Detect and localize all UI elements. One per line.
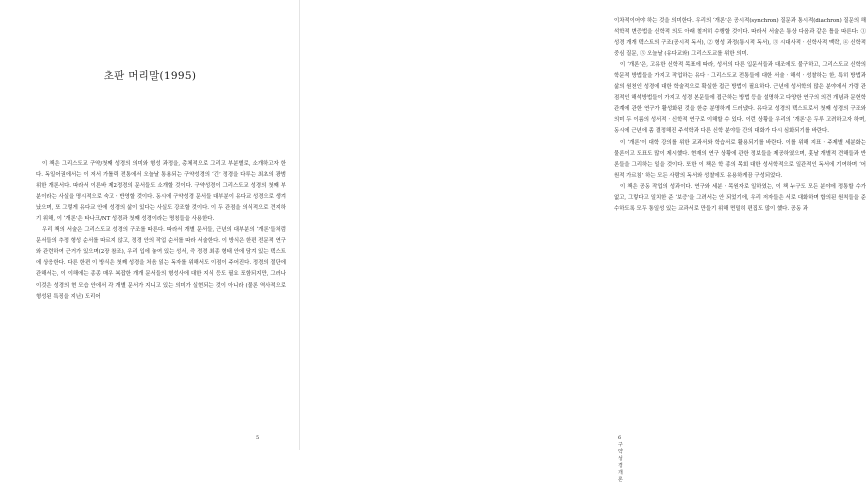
- paragraph: 이 ‘개론’은, 고유한 신학적 목표에 따라, 성서의 다른 입문서들과 대조에도 불구하고, 그리스도교 신학의 학문적 방법들을 가지고 작업하는 유다 · 그리스도교 전통들에 대한 서술 · 해석 · 성찰하는 한, 특히 방법과 삶의 원천인 성경에 대한 학술적으로 확실한 접근 방법이 필요하다. 근년에 성서학의 많은 분야에서 가령 관점적인 해석방법들이 가지고 성경 본문들에 접근하는 방법 등을 설명하고 다양한 연구의 의견 개념과 문헌학 관계에 관한 연구가 활성화된 것을 한층 분명하게 드러냈다. 유다교 성경의 텍스트로서 첫째 성경의 구조와 의미 두 이름의 성서적 · 신학적 연구로 이해할 수 있다. 이런 상황을 우리의 ‘개론’은 두루 고려하고자 하며, 동시에 근년에 좀 결정해진 주석학과 다른 신학 분야들 간의 대화가 다시 심화되기를 바란다.: [614, 62, 866, 135]
- left-body-text: [36, 159, 286, 303]
- running-head: 6 구약성경 개론: [618, 435, 623, 483]
- right-body-text: [614, 16, 866, 215]
- page-number: 5: [256, 435, 260, 441]
- left-page: [0, 0, 300, 450]
- paragraph: 이 책은 그리스도교 구약/첫째 성경의 의미와 형성 과정을, 총체적으로 그리고 부분별로, 소개하고자 한다. 독일어권에서는 이 저서 가톨릭 전통에서 오늘날 통용되는 구약성경의 ‘긴’ 정경을 다루는 최초의 광범위한 개론서다. 따라서 이른바 제2정경의 문서들도 소개할 것이다. 구약성경이 그리스도교 성경의 첫째 부분이라는 사실을 명시적으로 숙고 · 반영할 것이다. 동시에 구약성경 문서들 대부분이 유다교 성경으로 생겨났으며, 또 그렇게 유다교 안에 성경의 삶이 있다는 사실도 강조할 것이다. 이 두 관점을 의식적으로 견지하기 위해, 이 ‘개론’은 타나크/NT 성경과 첫째 성경이라는 명칭들을 사용한다.: [36, 161, 286, 223]
- paragraph: 이차적이어야 하는 것을 의미한다. 우리의 ‘개론’은 공시적(synchron) 질문과 통시적(diachron) 질문의 해석학적 변증법을 신학적 의도 아래 철저히 수행할 것이다. 따라서 서술은 통상 다음과 같은 틀을 따른다: ① 성경 개개 텍스트의 구조(공시적 독서), ② 형성 과정(통시적 독서), ③ 시대사적 · 신학사적 맥락, ④ 신학적 중심 질문, ⑤ 오늘날 (유다교와) 그리스도교를 위한 의미.: [614, 18, 866, 58]
- paragraph: 이 ‘개론’이 대학 강의를 위한 교과서와 학습서로 활용되기를 바란다. 이를 위해 지표 · 주제별 세분화는 물론이고 도표도 많이 제시했다. 현재의 연구 상황에 관한 정보들을 제공하였으며, 훗날 개별적 견해들과 반론들을 그리하는 일을 것이다. 또한 이 책은 학 종의 목회 대한 성서학적으로 일관적인 독서에 기여하며 ‘어원적 가르침’ 하는 모든 사람의 독서와 성찰에도 유용하게끔 구성되었다.: [614, 139, 866, 179]
- paragraph: 우리 책의 서술은 그리스도교 성경의 구조를 따른다. 따라서 개별 문서들, 근년의 대부분의 ‘개론’들처럼 문서들의 추정 형성 순서를 따르지 않고, 정경 안의 작업 순서를 따라 서술한다. 이 방식은 한편 전문적 연구와 관련하여 근거가 있으며(2장 참조), 우리 입에 놓여 있는 성서, 즉 정경 최종 형태 안에 담겨 있는 텍스트에 상응한다. 다른 한편 이 방식은 첫째 성경을 처음 읽는 독자를 위해서도 이점이 주어진다. 정경의 절단에 관해서는, 이 이해에는 종종 매우 복잡한 개개 문서들의 형성사에 대한 지식 등도 필요 포함되지만, 그러나 이것은 성경의 현 모습 안에서 각 개별 문서가 지니고 있는 의미가 실현되는 것이 아니라 (물론 역사적으로 형성된 특징을 지닌) 도리어: [36, 227, 286, 300]
- paragraph: 이 책은 공동 작업의 성과이다. 연구와 세분 · 목원자로 일하였는, 이 책 누구도 모든 분야에 정통할 수가 없고, 그렇다고 일치한 준 ‘보증’을 그려서는 안 되었기에, 우리 저자들은 서로 대화하며 합의된 원칙들을 준수하도록 모두 통일성 있는 교과서로 만들기 위해 면밀히 편집도 많이 했다. 공동 과: [614, 183, 866, 212]
- page-title: 초판 머리말(1995): [103, 70, 197, 82]
- right-page: [300, 0, 866, 483]
